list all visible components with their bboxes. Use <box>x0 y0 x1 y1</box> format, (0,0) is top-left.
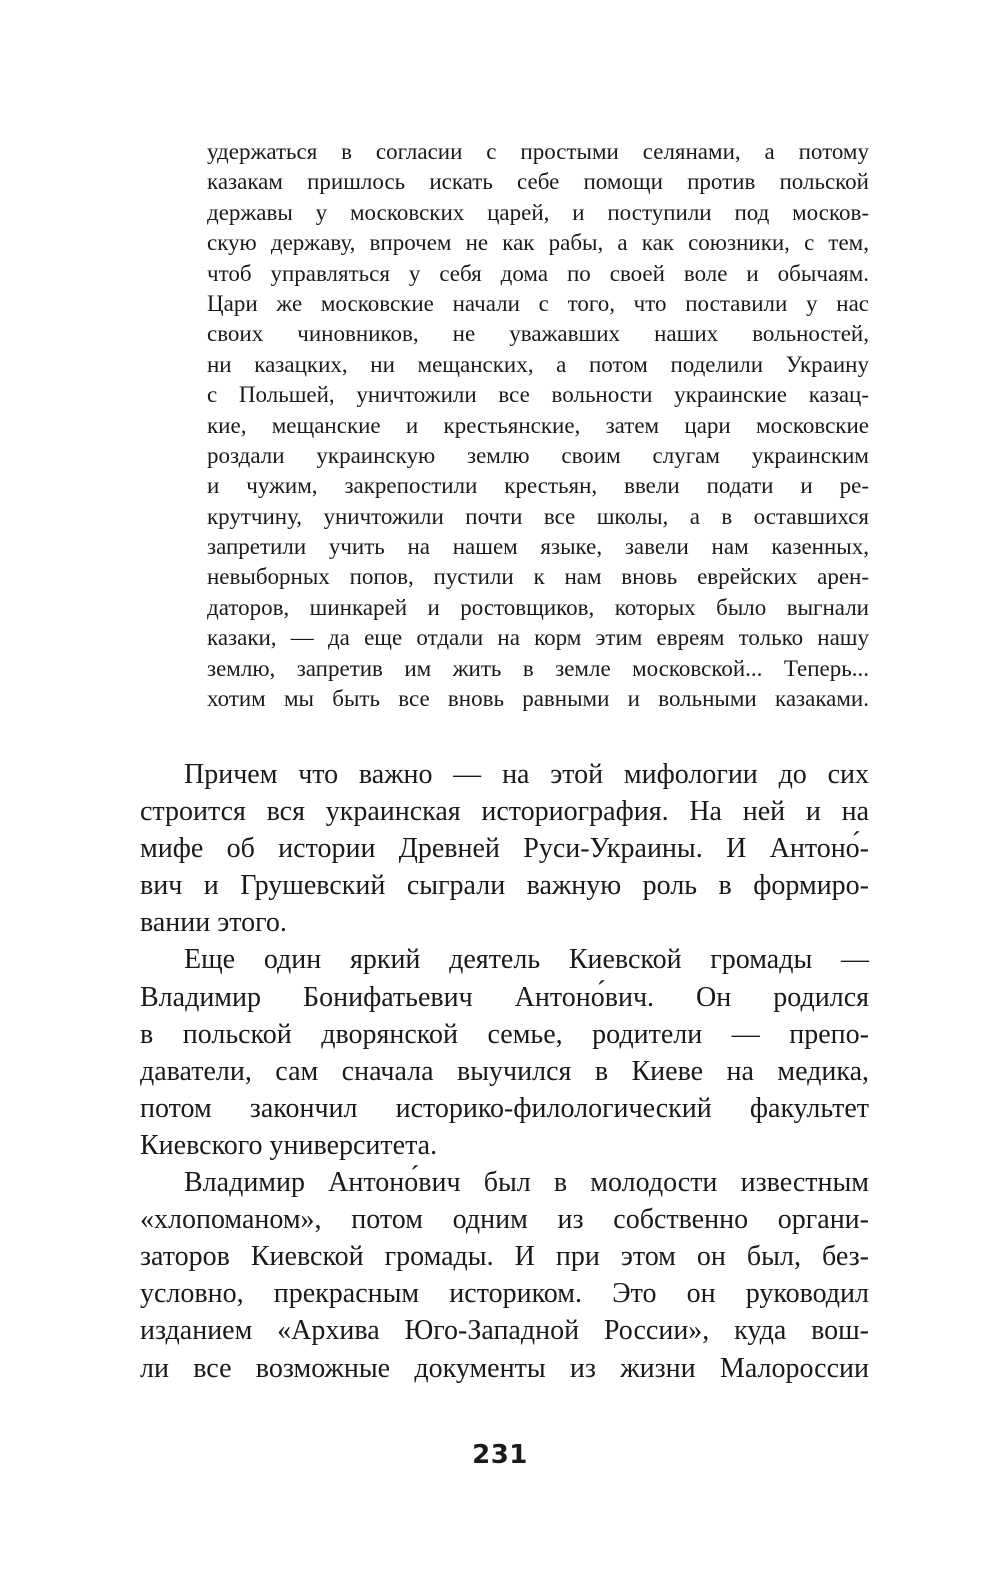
quote-line: даторов, шинкарей и ростовщиков, которых было выгнали <box>207 594 869 620</box>
paragraph-line: изданием «Архива Юго-Западной России», куда вош- <box>140 1315 869 1347</box>
paragraph-line: Причем что важно — на этой мифологии до сих <box>184 759 869 790</box>
quote-line: казакам пришлось искать себе помощи против польской <box>207 169 869 195</box>
quote-line: ни казацких, ни мещанских, а потом поделили Украину <box>207 351 869 377</box>
quote-line: невыборных попов, пустили к нам вновь еврейских арен- <box>207 564 869 590</box>
paragraph-line: даватели, сам сначала выучился в Киеве на медика, <box>140 1055 869 1087</box>
quote-line: и чужим, закрепостили крестьян, ввели подати и ре- <box>207 473 869 499</box>
paragraph-line: строится вся украинская историография. На ней и на <box>140 796 869 828</box>
page-number: 231 <box>472 1440 528 1470</box>
paragraph-line: вании этого. <box>140 907 287 939</box>
quote-line: хотим мы быть все вновь равными и вольными казаками. <box>207 686 869 712</box>
quote-line: с Польшей, уничтожили все вольности украинские казац- <box>207 382 869 408</box>
paragraph-line: условно, прекрасным историком. Это он руководил <box>140 1278 869 1310</box>
paragraph-1 <box>140 756 869 941</box>
paragraph-line: потом закончил историко-филологический факультет <box>140 1092 869 1124</box>
paragraph-line: Владимир Антоно́вич был в молодости известным <box>184 1167 869 1199</box>
quote-line: скую державу, впрочем не как рабы, а как союзники, с тем, <box>207 230 869 256</box>
paragraph-line: заторов Киевской громады. И при этом он был, без- <box>140 1241 869 1273</box>
body-text <box>140 756 869 1387</box>
quote-line: своих чиновников, не уважавших наших вольностей, <box>207 321 869 347</box>
paragraph-line: Владимир Бонифатьевич Антоно́вич. Он родился <box>140 981 869 1013</box>
paragraph-line: Киевского университета. <box>140 1129 438 1161</box>
quote-line: державы у московских царей, и поступили под москов- <box>207 199 869 225</box>
paragraph-3 <box>140 1164 869 1387</box>
paragraph-line: ли все возможные документы из жизни Малороссии <box>140 1352 869 1384</box>
quote-line: чтоб управляться у себя дома по своей воле и обычаям. <box>207 260 869 286</box>
quote-line: Цари же московские начали с того, что поставили у нас <box>207 290 869 316</box>
paragraph-line: Еще один яркий деятель Киевской громады — <box>184 944 869 976</box>
quote-line: удержаться в согласии с простыми селянами, а потому <box>207 139 869 164</box>
quote-line: роздали украинскую землю своим слугам украинским <box>207 442 869 468</box>
quote-line: землю, запретив им жить в земле московской... Теперь... <box>207 655 869 681</box>
paragraph-line: «хлопоманом», потом одним из собственно органи- <box>140 1204 869 1236</box>
quote-line: казаки, — да еще отдали на корм этим евреям только нашу <box>207 625 869 651</box>
block-quote <box>207 137 869 714</box>
quote-line: запретили учить на нашем языке, завели нам казенных, <box>207 534 869 560</box>
quote-line: кие, мещанские и крестьянские, затем цари московские <box>207 412 869 438</box>
quote-line: крутчину, уничтожили почти все школы, а в оставшихся <box>207 503 869 529</box>
paragraph-line: в польской дворянской семье, родители — препо- <box>140 1018 869 1050</box>
paragraph-2 <box>140 941 869 1164</box>
paragraph-line: мифе об истории Древней Руси-Украины. И Антоно́- <box>140 833 869 865</box>
paragraph-line: вич и Грушевский сыграли важную роль в формиро- <box>140 870 869 902</box>
